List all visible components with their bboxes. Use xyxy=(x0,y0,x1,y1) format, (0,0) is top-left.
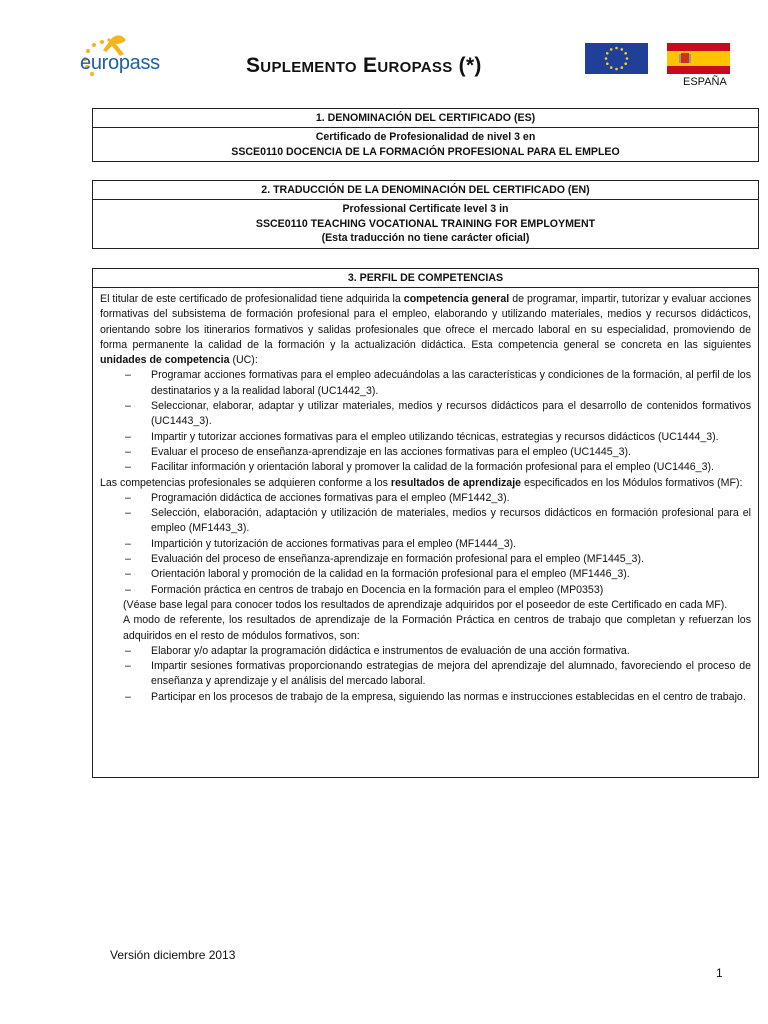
practice-intro-paragraph: A modo de referente, los resultados de aprendizaje de la Formación Práctica en centros de trabajo que completan y refuerzan los adquiridos en el resto de módulos formativos, son: xyxy=(123,614,751,642)
spain-flag-icon xyxy=(667,43,730,74)
section-competence-profile xyxy=(92,268,759,778)
list-item: – Seleccionar, elaborar, adaptar y utilizar materiales, medios y recursos didácticos para el desarrollo de contenidos formativos (UC1443_3). xyxy=(151,399,751,430)
section-certificate-name xyxy=(92,108,759,162)
intro-paragraph: El titular de este certificado de profesionalidad tiene adquirida la competencia general de programar, impartir, tutorizar y evaluar acciones formativas del subsistema de formación profesional para el empleo, elaborando y utilizando materiales, medios y recursos didácticos, orientando sobre los itinerarios formativos y salidas profesionales que ofrece el mercado laboral en su especialidad, promoviendo de forma permanente la calidad de la formación y la actualización didáctica. Esta competencia general se concreta en las siguientes unidades de competencia (UC): xyxy=(100,293,752,367)
section-heading: 2. TRADUCCIÓN DE LA DENOMINACIÓN DEL CERTIFICADO (EN) xyxy=(93,181,758,200)
competence-units-list xyxy=(100,368,751,475)
section-body xyxy=(93,200,758,248)
list-item: – Impartir sesiones formativas proporcionando estrategias de mejora del aprendizaje del alumnado, favoreciendo el proceso de enseñanza y aprendizaje y el análisis del mercado laboral. xyxy=(151,659,751,690)
list-item: – Formación práctica en centros de trabajo en Docencia en la formación para el empleo (MP0353) xyxy=(151,583,751,598)
section-certificate-translation xyxy=(92,180,759,249)
section-heading: 3. PERFIL DE COMPETENCIAS xyxy=(93,269,758,288)
modules-paragraph: Las competencias profesionales se adquieren conforme a los resultados de aprendizaje especificados en los Módulos formativos (MF): xyxy=(100,476,743,489)
list-item: – Evaluar el proceso de enseñanza-aprendizaje en las acciones formativas para el empleo (UC1445_3). xyxy=(151,445,751,460)
page-number: 1 xyxy=(716,966,723,980)
section-body xyxy=(93,288,758,705)
modules-list xyxy=(100,491,751,598)
list-item: – Orientación laboral y promoción de la calidad en la formación profesional para el empleo (MF1446_3). xyxy=(151,567,751,582)
note-paragraph: (Véase base legal para conocer todos los resultados de aprendizaje adquiridos por el poseedor de este Certificado en cada MF). xyxy=(123,598,728,611)
text-line: Professional Certificate level 3 in xyxy=(342,203,509,215)
list-item: – Selección, elaboración, adaptación y utilización de materiales, medios y recursos didácticos en formación profesional para el empleo (MF1443_3). xyxy=(151,506,751,537)
country-label: ESPAÑA xyxy=(683,76,727,88)
list-item: – Participar en los procesos de trabajo de la empresa, siguiendo las normas e instrucciones establecidas en el centro de trabajo. xyxy=(151,690,751,705)
section-heading: 1. DENOMINACIÓN DEL CERTIFICADO (ES) xyxy=(93,109,758,128)
list-item: – Impartición y tutorización de acciones formativas para el empleo (MF1444_3). xyxy=(151,537,751,552)
text-line: SSCE0110 DOCENCIA DE LA FORMACIÓN PROFESIONAL PARA EL EMPLEO xyxy=(231,145,620,158)
list-item: – Programación didáctica de acciones formativas para el empleo (MF1442_3). xyxy=(151,491,751,506)
list-item: – Impartir y tutorizar acciones formativas para el empleo utilizando técnicas, estrategias y recursos didácticos (UC1444_3). xyxy=(151,430,751,445)
list-item: – Programar acciones formativas para el empleo adecuándolas a las características y condiciones de la formación, al perfil de los destinatarios y a la realidad laboral (UC1442_3). xyxy=(151,368,751,399)
practice-results-list xyxy=(100,644,751,705)
text-line: (Esta traducción no tiene carácter oficial) xyxy=(321,232,530,244)
list-item: – Facilitar información y orientación laboral y promover la calidad de la formación profesional para el empleo (UC1446_3). xyxy=(151,460,751,475)
text-line: SSCE0110 TEACHING VOCATIONAL TRAINING FOR EMPLOYMENT xyxy=(255,217,596,230)
page-title: Suplemento Europass (*) xyxy=(246,54,482,77)
section-body xyxy=(93,128,758,161)
logo-wordmark: europass xyxy=(80,52,160,74)
version-label: Versión diciembre 2013 xyxy=(110,948,236,962)
list-item: – Elaborar y/o adaptar la programación didáctica e instrumentos de evaluación de una acción formativa. xyxy=(151,644,751,659)
list-item: – Evaluación del proceso de enseñanza-aprendizaje en formación profesional para el empleo (MF1445_3). xyxy=(151,552,751,567)
text-line: Certificado de Profesionalidad de nivel 3 en xyxy=(315,131,536,143)
eu-flag-icon xyxy=(585,43,648,74)
